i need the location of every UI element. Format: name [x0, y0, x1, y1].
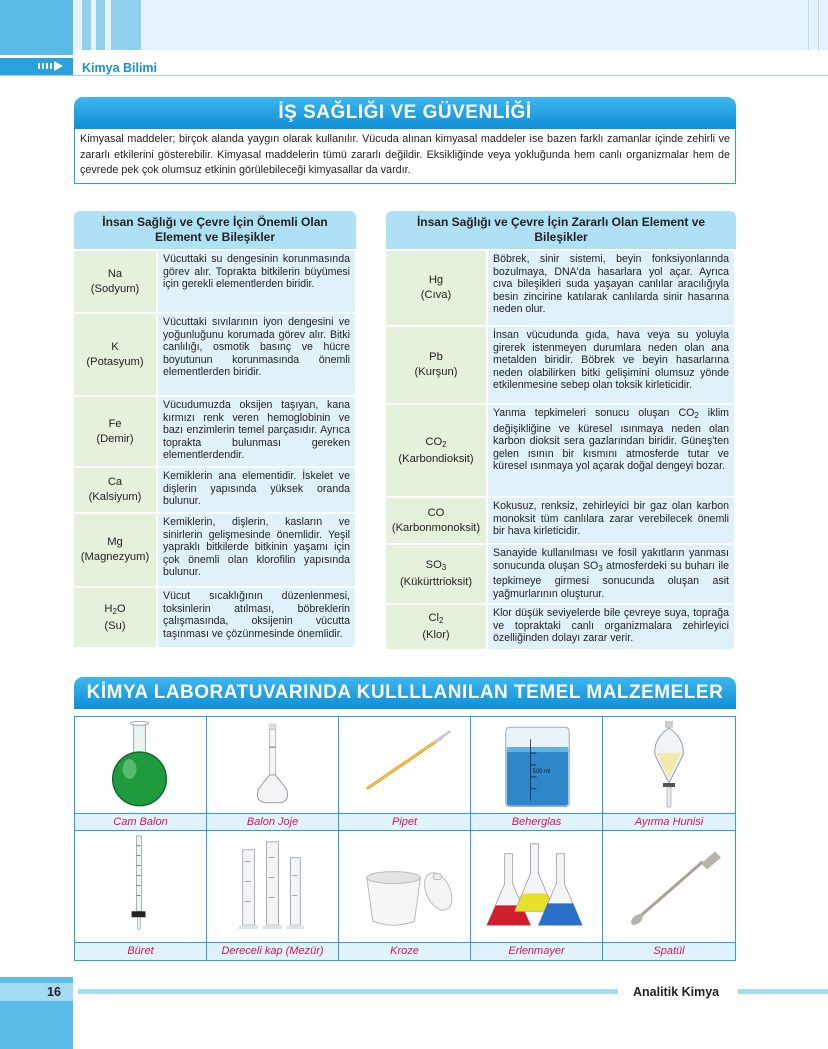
table-row [74, 249, 356, 312]
top-band [0, 0, 828, 50]
table-row [386, 403, 736, 496]
top-corner-block [0, 0, 73, 50]
element-cell [74, 588, 158, 647]
left-strip [0, 50, 73, 55]
element-symbol: $SO_3$ [425, 559, 447, 572]
element-name: (Sodyum) [90, 282, 140, 295]
beaker-image [471, 717, 603, 814]
element-description: Vücut sıcaklığının düzenlenmesi, toksinlerin atılması, böbreklerin çalışmasında, oksijenin vücutta taşınması ve çözünmesinde önemlidir. [158, 588, 355, 647]
caption-graduated-cylinder: Dereceli kap (Mezür) [207, 943, 339, 960]
element-cell [74, 314, 158, 395]
table-row [386, 543, 736, 603]
element-description: Sanayide kullanılması ve fosil yakıtların yanması sonucunda oluşan $SO_3$ atmosferdeki su buharı ile tepkimeye girmesi sonucunda oluşan asit yağmurlarının oluşturur. [488, 545, 734, 603]
caption-round-flask: Cam Balon [75, 814, 207, 831]
page-number-tag [0, 983, 73, 1001]
element-cell [74, 251, 158, 312]
caption-spatula: Spatül [603, 943, 735, 960]
section-label: Kimya Bilimi [82, 61, 158, 75]
top-line [818, 0, 819, 50]
footer-rule [78, 989, 618, 994]
element-name: (Klor) [422, 629, 450, 641]
element-name: (Su) [104, 619, 126, 632]
element-symbol: $Cl_2$ [428, 612, 444, 625]
safety-title: İŞ SAĞLIĞI VE GÜVENLİĞİ [74, 97, 736, 129]
element-description: Kemiklerin ana elementidir. İskelet ve dişlerin yapısında yüksek oranda bulunur. [158, 468, 355, 512]
element-description: Klor düşük seviyelerde bile çevreye suya, toprağa ve topraktaki canlı organizmalara zehirleyici özelliğinden dolayı zarar verir. [488, 605, 734, 649]
element-description: Vücuttaki sıvılarının iyon dengesini ve yoğunluğunu korumada görev alır. Bitki canlılığı, osmotik basınç ve hücre boyutunun korunmasında önemli elementlerden biridir. [158, 314, 355, 395]
element-cell [386, 251, 488, 325]
element-description: Vücuttaki su dengesinin korunmasında görev alır. Toprakta bitkilerin büyümesi için gerekli elementlerden biridir. [158, 251, 355, 312]
element-cell [386, 327, 488, 403]
element-name: (Cıva) [420, 289, 452, 301]
element-name: (Magnezyum) [80, 551, 150, 563]
element-description: Böbrek, sinir sistemi, beyin fonksiyonlarında bozulmaya, DNA'da hasarlara yol açar. Ayrıca cıva bileşikleri suda yaşayan canlılar aracılığıyla besin zincirine katılarak canlılarda sinir hasarına neden olur. [488, 251, 734, 325]
element-name: (Kurşun) [414, 366, 458, 378]
lab-equipment-grid [74, 716, 736, 961]
element-cell [74, 514, 158, 586]
element-symbol: Fe [108, 417, 122, 430]
graduated-cylinder-image [207, 831, 339, 943]
element-cell [74, 397, 158, 466]
element-name: (Karbonmonoksit) [391, 521, 481, 534]
element-description: İnsan vücudunda gıda, hava veya su yoluyla girerek istenmeyen durumlara neden olan ana metalden biridir. Böbrek ve beyin hasarlarına neden olabilirken bitki gelişimini olumsuz yönde etkilenmesine sebep olan toksik kirleticidir. [488, 327, 734, 403]
separating-funnel-image [603, 717, 735, 814]
erlenmeyer-image [471, 831, 603, 943]
element-description: Yanma tepkimeleri sonucu oluşan $CO_2$ iklim değişikliğine ve küresel ısınmaya neden olan karbon dioksit sera gazlarından biridir. Güneş'ten gelen ısının bir kısmını atmosferde tutar ve küresel ısınmaya yol açarak doğal dengeyi bozar. [488, 405, 734, 496]
element-name: (Kalsiyum) [88, 491, 142, 503]
book-title: Analitik Kimya [633, 985, 720, 999]
element-symbol: Ca [107, 476, 123, 488]
harmful-elements-table [386, 211, 736, 649]
element-symbol: Mg [107, 536, 123, 548]
caption-crucible: Kroze [339, 943, 471, 960]
arrow-right-icon [54, 61, 63, 71]
caption-pipette: Pipet [339, 814, 471, 831]
element-name: (Potasyum) [86, 355, 144, 368]
table-row [386, 249, 736, 325]
element-cell [386, 545, 488, 603]
top-stripe [82, 0, 91, 50]
table-row [386, 325, 736, 403]
pipette-image [339, 717, 471, 814]
volumetric-flask-image [207, 717, 339, 814]
table-title: İnsan Sağlığı ve Çevre İçin Önemli Olan Element ve Bileşikler [74, 211, 356, 249]
caption-separating-funnel: Ayırma Hunisi [603, 814, 735, 831]
top-stripe [96, 0, 105, 50]
table-row [74, 395, 356, 466]
element-cell [386, 498, 488, 543]
burette-image [75, 831, 207, 943]
element-name: (Karbondioksit) [398, 452, 474, 465]
arrow-bars-icon [38, 63, 52, 69]
beaker-mark: 500 ml [532, 768, 551, 775]
important-elements-table [74, 211, 356, 647]
element-symbol: CO [427, 506, 445, 519]
element-cell [386, 405, 488, 496]
table-row [74, 466, 356, 512]
element-symbol: $CO_2$ [425, 435, 447, 449]
element-description: Kemiklerin, dişlerin, kasların ve sinirlerin gelişmesinde önemlidir. Yeşil yapraklı bitkilerde bitkinin yaşamı için çok önemli olan klorofilin yapısında bulunur. [158, 514, 355, 586]
table-row [74, 586, 356, 647]
spatula-image [603, 831, 735, 943]
caption-volumetric-flask: Balon Joje [207, 814, 339, 831]
caption-burette: Büret [75, 943, 207, 960]
caption-erlenmeyer: Erlenmayer [471, 943, 603, 960]
page-number: 16 [47, 985, 61, 999]
caption-beaker: Beherglas [471, 814, 603, 831]
element-symbol: Pb [429, 351, 443, 363]
round-flask-image [75, 717, 207, 814]
table-row [74, 512, 356, 586]
table-row [386, 603, 736, 649]
crucible-image [339, 831, 471, 943]
element-description: Kokusuz, renksiz, zehirleyici bir gaz olan karbon monoksit tüm canlılara zarar verebilecek önemli bir hava kirleticidir. [488, 498, 734, 543]
table-row [386, 496, 736, 543]
element-cell [74, 468, 158, 512]
top-stripe [111, 0, 141, 50]
element-name: (Kükürttrioksit) [399, 576, 473, 588]
element-cell [386, 605, 488, 649]
safety-intro: Kimyasal maddeler; birçok alanda yaygın olarak kullanılır. Vücuda alınan kimyasal maddeler ise bazen farklı zamanlar içinde zehirli ve zararlı etkilerini gösterebilir. Kimyasal maddelerin tümü zararlı değildir. Eksikliğinde veya yokluğunda hem canlı organizmalar hem de çevrede pek çok olumsuz etkinin görülebileceği kimyasallar da vardır. [74, 129, 736, 184]
element-name: (Demir) [96, 432, 134, 445]
table-row [74, 312, 356, 395]
element-symbol: Hg [428, 274, 444, 286]
lab-equipment-title: KİMYA LABORATUVARINDA KULLLLANILAN TEMEL MALZEMELER [74, 677, 736, 709]
footer-rule [738, 989, 828, 994]
element-symbol: K [111, 340, 119, 353]
section-arrow [0, 58, 73, 75]
top-line [808, 0, 809, 50]
element-description: Vücudumuzda oksijen taşıyan, kana kırmızı renk veren hemoglobinin ve bazı enzimlerin temel parçasıdır. Ayrıca toprakta bulunması gereken elementlerdendir. [158, 397, 355, 466]
element-symbol: Na [107, 267, 123, 280]
header-rule [0, 75, 828, 76]
table-title: İnsan Sağlığı ve Çevre İçin Zararlı Olan Element ve Bileşikler [386, 211, 736, 249]
element-symbol: $H_2O$ [104, 602, 126, 616]
